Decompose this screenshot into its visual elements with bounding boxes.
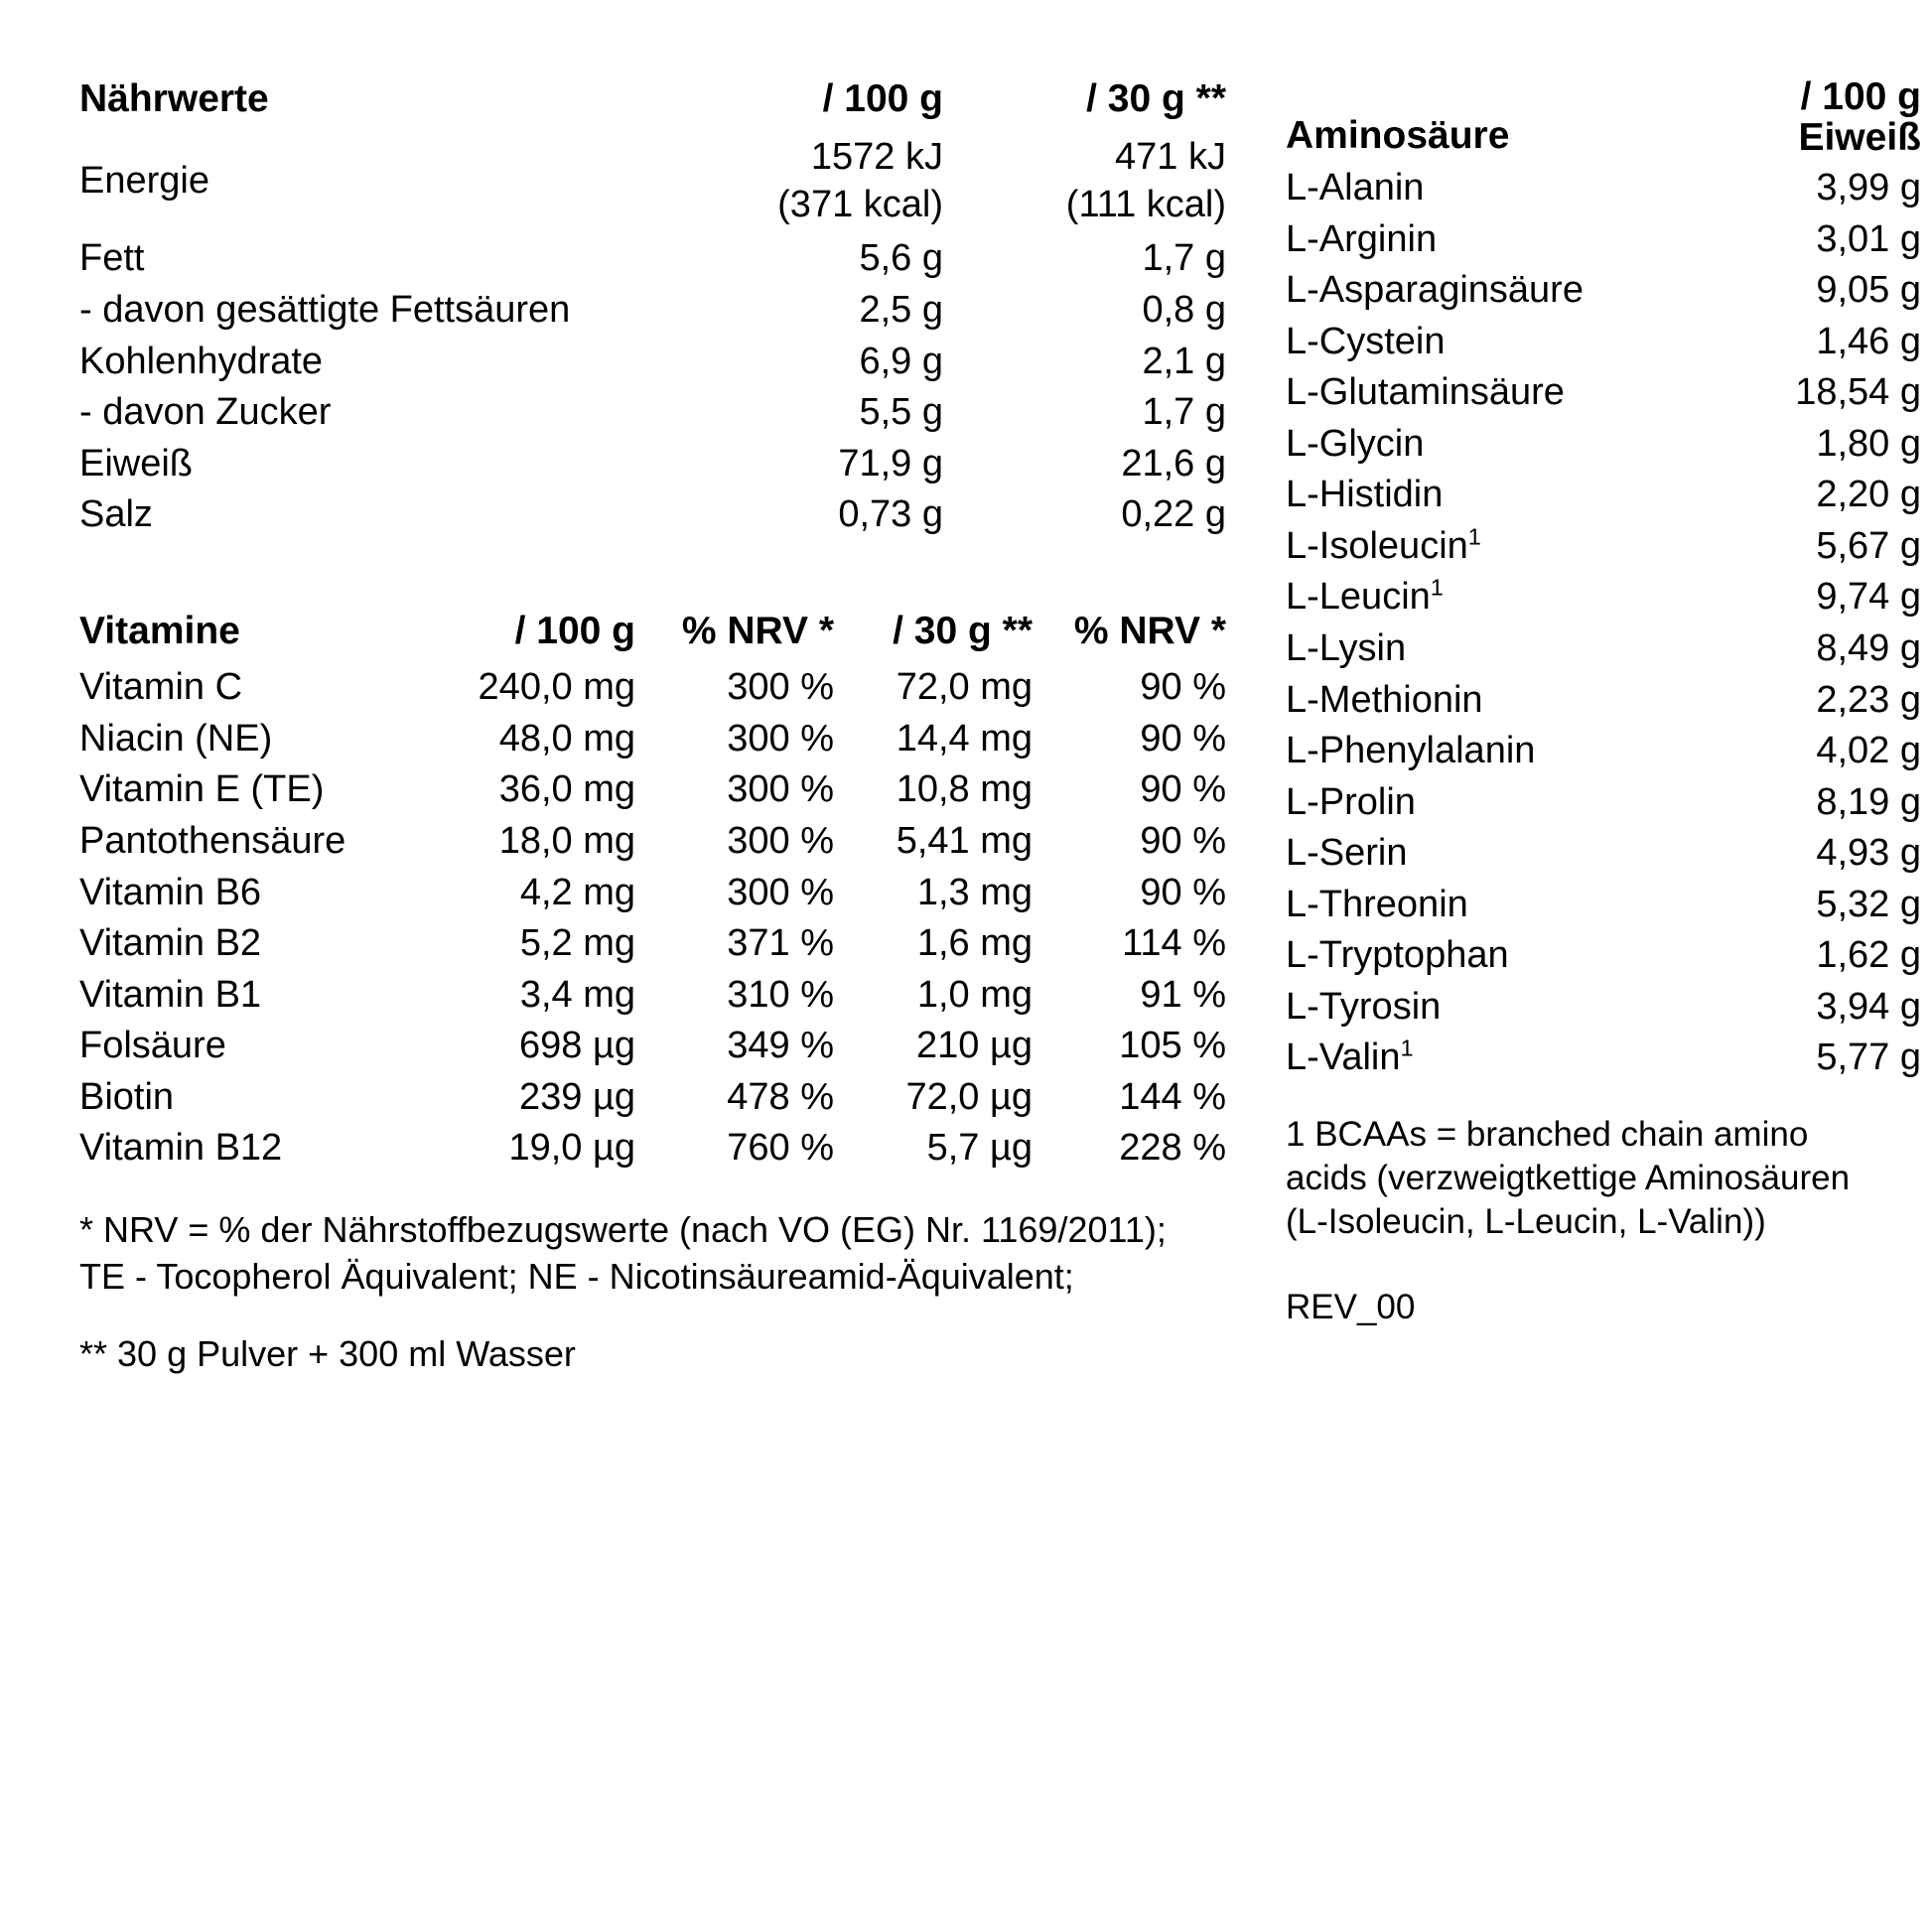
nutrition-row-value-kcal: (111 kcal) [1065, 183, 1226, 225]
table-row [79, 965, 1226, 1017]
vitamin-row-per100: 4,2 mg [519, 871, 635, 913]
vitamin-row-nrv30: 114 % [1122, 922, 1226, 965]
nutrition-row-value: 5,6 g [859, 237, 943, 280]
amino-row-value: 9,74 g [1816, 576, 1921, 619]
vitamin-row-per100: 36,0 mg [498, 768, 635, 811]
amino-row-label: L-Asparaginsäure [1286, 269, 1584, 312]
footnote-bcaa: 1 BCAAs = branched chain amino acids (verzweigtkettige Aminosäuren (L-Isoleucin, L-Leucin, L-Valin)) [1286, 1114, 1851, 1242]
nutrition-row-label: - davon Zucker [79, 391, 332, 434]
table-row [1286, 772, 1921, 824]
left-column [79, 77, 1226, 1378]
nutrition-row-value: 1,7 g [1142, 391, 1226, 434]
table-row [79, 709, 1226, 760]
table-row [79, 1118, 1226, 1170]
nutrition-row-value: 6,9 g [859, 340, 943, 382]
amino-header-title: Aminosäure [1286, 114, 1510, 158]
amino-row-value: 1,62 g [1816, 934, 1921, 977]
amino-row-value: 4,93 g [1816, 832, 1921, 875]
nutrition-row-value: 2,5 g [859, 288, 943, 331]
vitamin-row-label: Vitamin B6 [79, 871, 262, 913]
vitamin-row-nrv100: 760 % [727, 1127, 834, 1170]
nutrition-row-value: 71,9 g [838, 442, 943, 484]
vitamin-row-nrv30: 90 % [1140, 871, 1226, 913]
vitamin-row-per30: 1,6 mg [916, 922, 1033, 965]
table-row [79, 863, 1226, 914]
nutrition-row-value: 1,7 g [1142, 237, 1226, 280]
table-row [1286, 414, 1921, 466]
amino-row-footnote-marker: 1 [1467, 523, 1481, 550]
vitamin-row-nrv100: 310 % [727, 973, 834, 1016]
vitamin-row-label: Vitamin E (TE) [79, 768, 325, 811]
amino-row-value: 5,67 g [1816, 524, 1921, 567]
vitamins-table-header-row [79, 610, 1226, 658]
amino-row-value: 2,23 g [1816, 678, 1921, 721]
nutrition-row-value: 2,1 g [1142, 340, 1226, 382]
amino-row-value: 3,01 g [1816, 217, 1921, 260]
vitamin-row-nrv100: 300 % [727, 666, 834, 709]
table-row [79, 811, 1226, 863]
nutrition-row-value: 0,22 g [1121, 493, 1226, 536]
amino-row-value: 2,20 g [1816, 474, 1921, 516]
amino-row-label: L-Arginin [1286, 217, 1438, 260]
table-row [1286, 875, 1921, 926]
vitamin-row-label: Pantothensäure [79, 820, 346, 863]
vitamin-row-per100: 240,0 mg [478, 666, 635, 709]
right-column [1226, 75, 1921, 1327]
label-columns [79, 75, 1921, 1378]
amino-header-unit [1698, 77, 1921, 158]
vitamin-row-per100: 48,0 mg [498, 717, 635, 759]
vitamin-row-nrv100: 371 % [727, 922, 834, 965]
table-row [1286, 670, 1921, 722]
vitamin-row-nrv30: 90 % [1140, 820, 1226, 863]
table-row [79, 280, 1226, 332]
vitamin-row-per100: 3,4 mg [519, 973, 635, 1016]
table-row [1286, 925, 1921, 977]
amino-row-value: 3,94 g [1816, 985, 1921, 1028]
vitamin-row-per30: 210 µg [916, 1025, 1033, 1067]
table-row [79, 1067, 1226, 1119]
table-row [1286, 619, 1921, 670]
vitamin-row-per30: 10,8 mg [896, 768, 1033, 811]
vitamin-row-label: Folsäure [79, 1025, 226, 1067]
nutrition-header-per30: / 30 g ** [1086, 77, 1226, 120]
amino-row-label: L-Histidin [1286, 474, 1444, 516]
vitamin-row-label: Vitamin B2 [79, 922, 262, 965]
vitamin-row-per30: 5,7 µg [926, 1127, 1033, 1170]
amino-row-value: 5,77 g [1816, 1036, 1921, 1079]
vitamin-row-nrv100: 300 % [727, 871, 834, 913]
amino-acids-table [1286, 77, 1921, 1079]
vitamin-row-label: Niacin (NE) [79, 717, 273, 759]
amino-row-label: L-Valin$^1$ [1286, 1035, 1414, 1079]
table-row [1286, 721, 1921, 772]
vitamin-row-label: Biotin [79, 1075, 175, 1118]
nutrition-row-value: 1572 kJ [810, 135, 943, 178]
nutrition-row-value: 5,5 g [859, 391, 943, 434]
amino-row-label: L-Prolin [1286, 780, 1416, 823]
nutrition-header-title: Nährwerte [79, 77, 269, 120]
nutrition-row-value: 471 kJ [1115, 135, 1226, 178]
table-row [1286, 362, 1921, 414]
table-row [1286, 312, 1921, 363]
energy-per30-stack [943, 134, 1226, 229]
amino-row-footnote-marker: 1 [1430, 574, 1444, 601]
nutrition-row-value: 0,8 g [1142, 288, 1226, 331]
vitamin-row-label: Vitamin C [79, 666, 243, 709]
vitamins-header-per30: / 30 g ** [893, 609, 1033, 652]
revision-code: REV_00 [1286, 1288, 1416, 1327]
table-row [1286, 516, 1921, 568]
vitamin-row-nrv30: 90 % [1140, 717, 1226, 759]
vitamin-row-per30: 72,0 mg [896, 666, 1033, 709]
table-row [1286, 977, 1921, 1029]
vitamin-row-nrv100: 300 % [727, 717, 834, 759]
nutrition-table-header-row [79, 77, 1226, 134]
vitamin-row-label: Vitamin B1 [79, 973, 262, 1016]
amino-row-label: L-Cystein [1286, 320, 1446, 362]
vitamin-row-nrv30: 90 % [1140, 666, 1226, 709]
table-row [79, 228, 1226, 280]
vitamin-row-nrv30: 228 % [1119, 1127, 1226, 1170]
vitamin-row-per30: 5,41 mg [896, 820, 1033, 863]
amino-row-label: L-Glutaminsäure [1286, 371, 1565, 414]
vitamins-table [79, 610, 1226, 1170]
amino-row-value: 1,46 g [1816, 320, 1921, 362]
table-row [79, 657, 1226, 709]
amino-row-label: L-Leucin$^1$ [1286, 574, 1444, 619]
table-row [1286, 465, 1921, 516]
nutrition-row-label: Energie [79, 160, 209, 203]
vitamin-row-per30: 1,0 mg [916, 973, 1033, 1016]
vitamin-row-per30: 1,3 mg [916, 871, 1033, 913]
table-row [1286, 260, 1921, 312]
vitamins-header-nrv100: % NRV * [681, 609, 834, 652]
table-row [79, 382, 1226, 434]
vitamin-row-per100: 698 µg [519, 1025, 635, 1067]
nutrition-row-value: 21,6 g [1121, 442, 1226, 484]
table-row [1286, 1028, 1921, 1079]
amino-row-value: 8,19 g [1816, 780, 1921, 823]
amino-row-value: 18,54 g [1795, 371, 1921, 414]
table-row [1286, 158, 1921, 209]
vitamin-row-nrv30: 144 % [1119, 1075, 1226, 1118]
amino-header-unit-line1: / 100 g [1800, 75, 1921, 118]
vitamin-row-per100: 239 µg [519, 1075, 635, 1118]
amino-row-value: 4,02 g [1816, 730, 1921, 772]
table-row [79, 759, 1226, 811]
nutrition-row-label: - davon gesättigte Fettsäuren [79, 289, 571, 332]
vitamin-row-per100: 18,0 mg [498, 820, 635, 863]
table-row [1286, 209, 1921, 261]
nutrition-row-value-kcal: (371 kcal) [777, 183, 943, 225]
amino-header-unit-line2: Eiweiß [1798, 115, 1921, 159]
footnote-serving: ** 30 g Pulver + 300 ml Wasser [79, 1333, 576, 1375]
footnote-nrv: * NRV = % der Nährstoffbezugswerte (nach VO (EG) Nr. 1169/2011); TE - Tocopherol Äquivalent; NE - Nicotinsäureamid-Äquivalent; [79, 1208, 1167, 1297]
vitamins-header-per100: / 100 g [514, 609, 635, 652]
nutrition-row-label: Eiweiß [79, 442, 194, 484]
vitamin-row-nrv100: 300 % [727, 820, 834, 863]
vitamins-header-title: Vitamine [79, 609, 240, 652]
vitamin-row-per30: 14,4 mg [896, 717, 1033, 759]
amino-row-label: L-Threonin [1286, 883, 1468, 925]
nutrition-row-label: Kohlenhydrate [79, 340, 324, 382]
vitamin-row-label: Vitamin B12 [79, 1127, 283, 1170]
amino-row-footnote-marker: 1 [1400, 1035, 1414, 1061]
table-row [79, 1016, 1226, 1067]
vitamin-row-per100: 5,2 mg [519, 922, 635, 965]
energy-per100-stack [655, 134, 943, 229]
amino-row-label: L-Phenylalanin [1286, 730, 1536, 772]
table-row [79, 913, 1226, 965]
amino-row-label: L-Methionin [1286, 678, 1483, 721]
vitamin-row-nrv30: 91 % [1140, 973, 1226, 1016]
vitamin-row-per30: 72,0 µg [905, 1075, 1033, 1118]
table-row [79, 134, 1226, 229]
nutrition-row-label: Salz [79, 493, 153, 536]
nutrition-row-value: 0,73 g [838, 493, 943, 536]
nutrition-row-label: Fett [79, 237, 145, 280]
amino-row-value: 5,32 g [1816, 883, 1921, 925]
amino-row-label: L-Glycin [1286, 422, 1425, 465]
vitamins-header-nrv30: % NRV * [1073, 609, 1226, 652]
amino-row-value: 8,49 g [1816, 627, 1921, 670]
amino-row-value: 3,99 g [1816, 167, 1921, 209]
section-spacer [79, 536, 1226, 610]
amino-row-label: L-Serin [1286, 832, 1408, 875]
vitamin-row-nrv30: 105 % [1119, 1025, 1226, 1067]
amino-row-label: L-Lysin [1286, 627, 1407, 670]
table-row [79, 484, 1226, 536]
amino-row-label: L-Isoleucin$^1$ [1286, 523, 1481, 567]
vitamin-row-nrv100: 349 % [727, 1025, 834, 1067]
amino-row-label: L-Tyrosin [1286, 985, 1442, 1028]
amino-row-value: 1,80 g [1816, 422, 1921, 465]
vitamin-row-nrv30: 90 % [1140, 768, 1226, 811]
table-row [79, 434, 1226, 485]
table-row [79, 332, 1226, 383]
amino-table-header-row [1286, 77, 1921, 158]
vitamin-row-per100: 19,0 µg [508, 1127, 635, 1170]
nutrition-table [79, 77, 1226, 536]
table-row [1286, 823, 1921, 875]
vitamin-row-nrv100: 300 % [727, 768, 834, 811]
table-row [1286, 567, 1921, 619]
vitamin-row-nrv100: 478 % [727, 1075, 834, 1118]
amino-row-label: L-Alanin [1286, 167, 1425, 209]
nutrition-header-per100: / 100 g [822, 77, 943, 120]
amino-row-label: L-Tryptophan [1286, 934, 1509, 977]
amino-row-value: 9,05 g [1816, 269, 1921, 312]
